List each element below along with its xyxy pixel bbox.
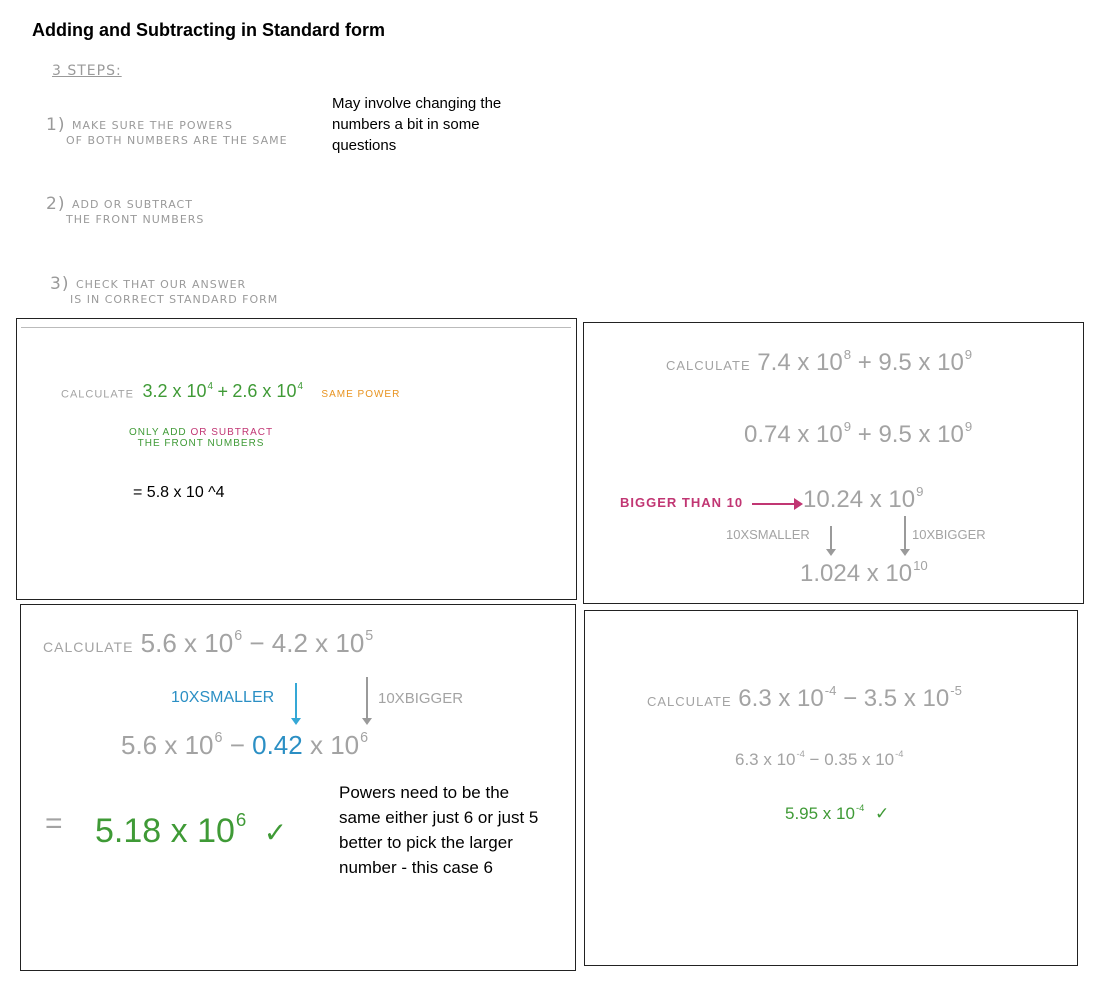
step-line: CHECK THAT OUR ANSWER xyxy=(75,278,247,291)
bigger-label: 10XBIGGER xyxy=(378,690,464,707)
step-line: OF BOTH NUMBERS ARE THE SAME xyxy=(66,134,288,147)
steps-heading: 3 STEPS: xyxy=(52,63,122,79)
instruction: ONLY ADD OR SUBTRACT THE FRONT NUMBERS xyxy=(129,427,274,449)
bigger-than-label: BIGGER THAN 10 xyxy=(620,495,744,510)
answer: 5.95 x $10^{-4}$ ✓ xyxy=(785,803,890,823)
check-icon: ✓ xyxy=(263,816,288,848)
equation-line-3: 10.24 x $10^9$ xyxy=(803,484,924,514)
equation-line-1: CALCULATE 5.6 x $10^6 - 4.2$ x $10^5$ xyxy=(43,628,374,659)
calculate-label: CALCULATE xyxy=(61,388,134,401)
step-3 xyxy=(50,274,279,307)
panel-same-power xyxy=(16,318,577,600)
equation-line-4: 1.024 x $10^{10}$ xyxy=(800,558,928,588)
step-line: IS IN CORRECT STANDARD FORM xyxy=(70,293,279,306)
divider xyxy=(21,327,571,328)
same-power-label: SAME POWER xyxy=(321,389,401,401)
step-1 xyxy=(46,115,288,148)
equation-line-1: CALCULATE 6.3 x $10^{-4} - 3.5$ x $10^{-5}$ xyxy=(647,683,962,713)
page-title: Adding and Subtracting in Standard form xyxy=(32,20,385,40)
answer: 5.18 x $10^6$ ✓ xyxy=(95,809,288,850)
equation-line-2: 0.74 x $10^9 + 9.5$ x $10^9$ xyxy=(744,419,973,449)
step-2 xyxy=(46,194,205,227)
arrow-down-icon xyxy=(295,683,297,719)
step-line: THE FRONT NUMBERS xyxy=(66,213,205,226)
bigger-label: 10XBIGGER xyxy=(912,527,986,542)
smaller-label: 10XSMALLER xyxy=(726,527,810,542)
term-b: 2.6 x $10^4$ xyxy=(232,381,303,402)
check-icon: ✓ xyxy=(875,803,890,823)
panel-different-power-add xyxy=(583,322,1084,604)
arrow-down-icon xyxy=(904,516,906,550)
step-line: ADD OR SUBTRACT xyxy=(71,198,193,211)
equals-sign: = xyxy=(45,807,63,840)
equation-line-1: CALCULATE 7.4 x $10^8 + 9.5$ x $10^9$ xyxy=(666,347,973,377)
smaller-label: 10XSMALLER xyxy=(171,689,275,706)
arrow-head-icon xyxy=(794,498,803,510)
step-number: 2) xyxy=(46,194,66,214)
equation xyxy=(61,381,400,402)
equation-line-2: 6.3 x $10^{-4} - 0.35$ x $10^{-4}$ xyxy=(735,749,904,769)
arrow-down-icon xyxy=(830,526,832,550)
plus-sign: + xyxy=(217,381,228,402)
arrow-down-icon xyxy=(366,677,368,719)
equation-line-2: 5.6 x $10^6 - 0.42$ x $10^6$ xyxy=(121,730,369,761)
top-note: May involve changing the numbers a bit in some questions xyxy=(332,95,502,154)
arrow-right-icon xyxy=(752,503,796,505)
step-line: MAKE SURE THE POWERS xyxy=(71,119,233,132)
powers-note: Powers need to be the same either just 6 or just 5 better to pick the larger number - this case 6 xyxy=(339,783,539,877)
term-a: 3.2 x $10^4$ xyxy=(142,381,213,402)
panel-negative-power xyxy=(584,610,1078,966)
step-number: 3) xyxy=(50,274,70,294)
answer: = 5.8 x 10 ^4 xyxy=(133,484,225,501)
step-number: 1) xyxy=(46,115,66,135)
